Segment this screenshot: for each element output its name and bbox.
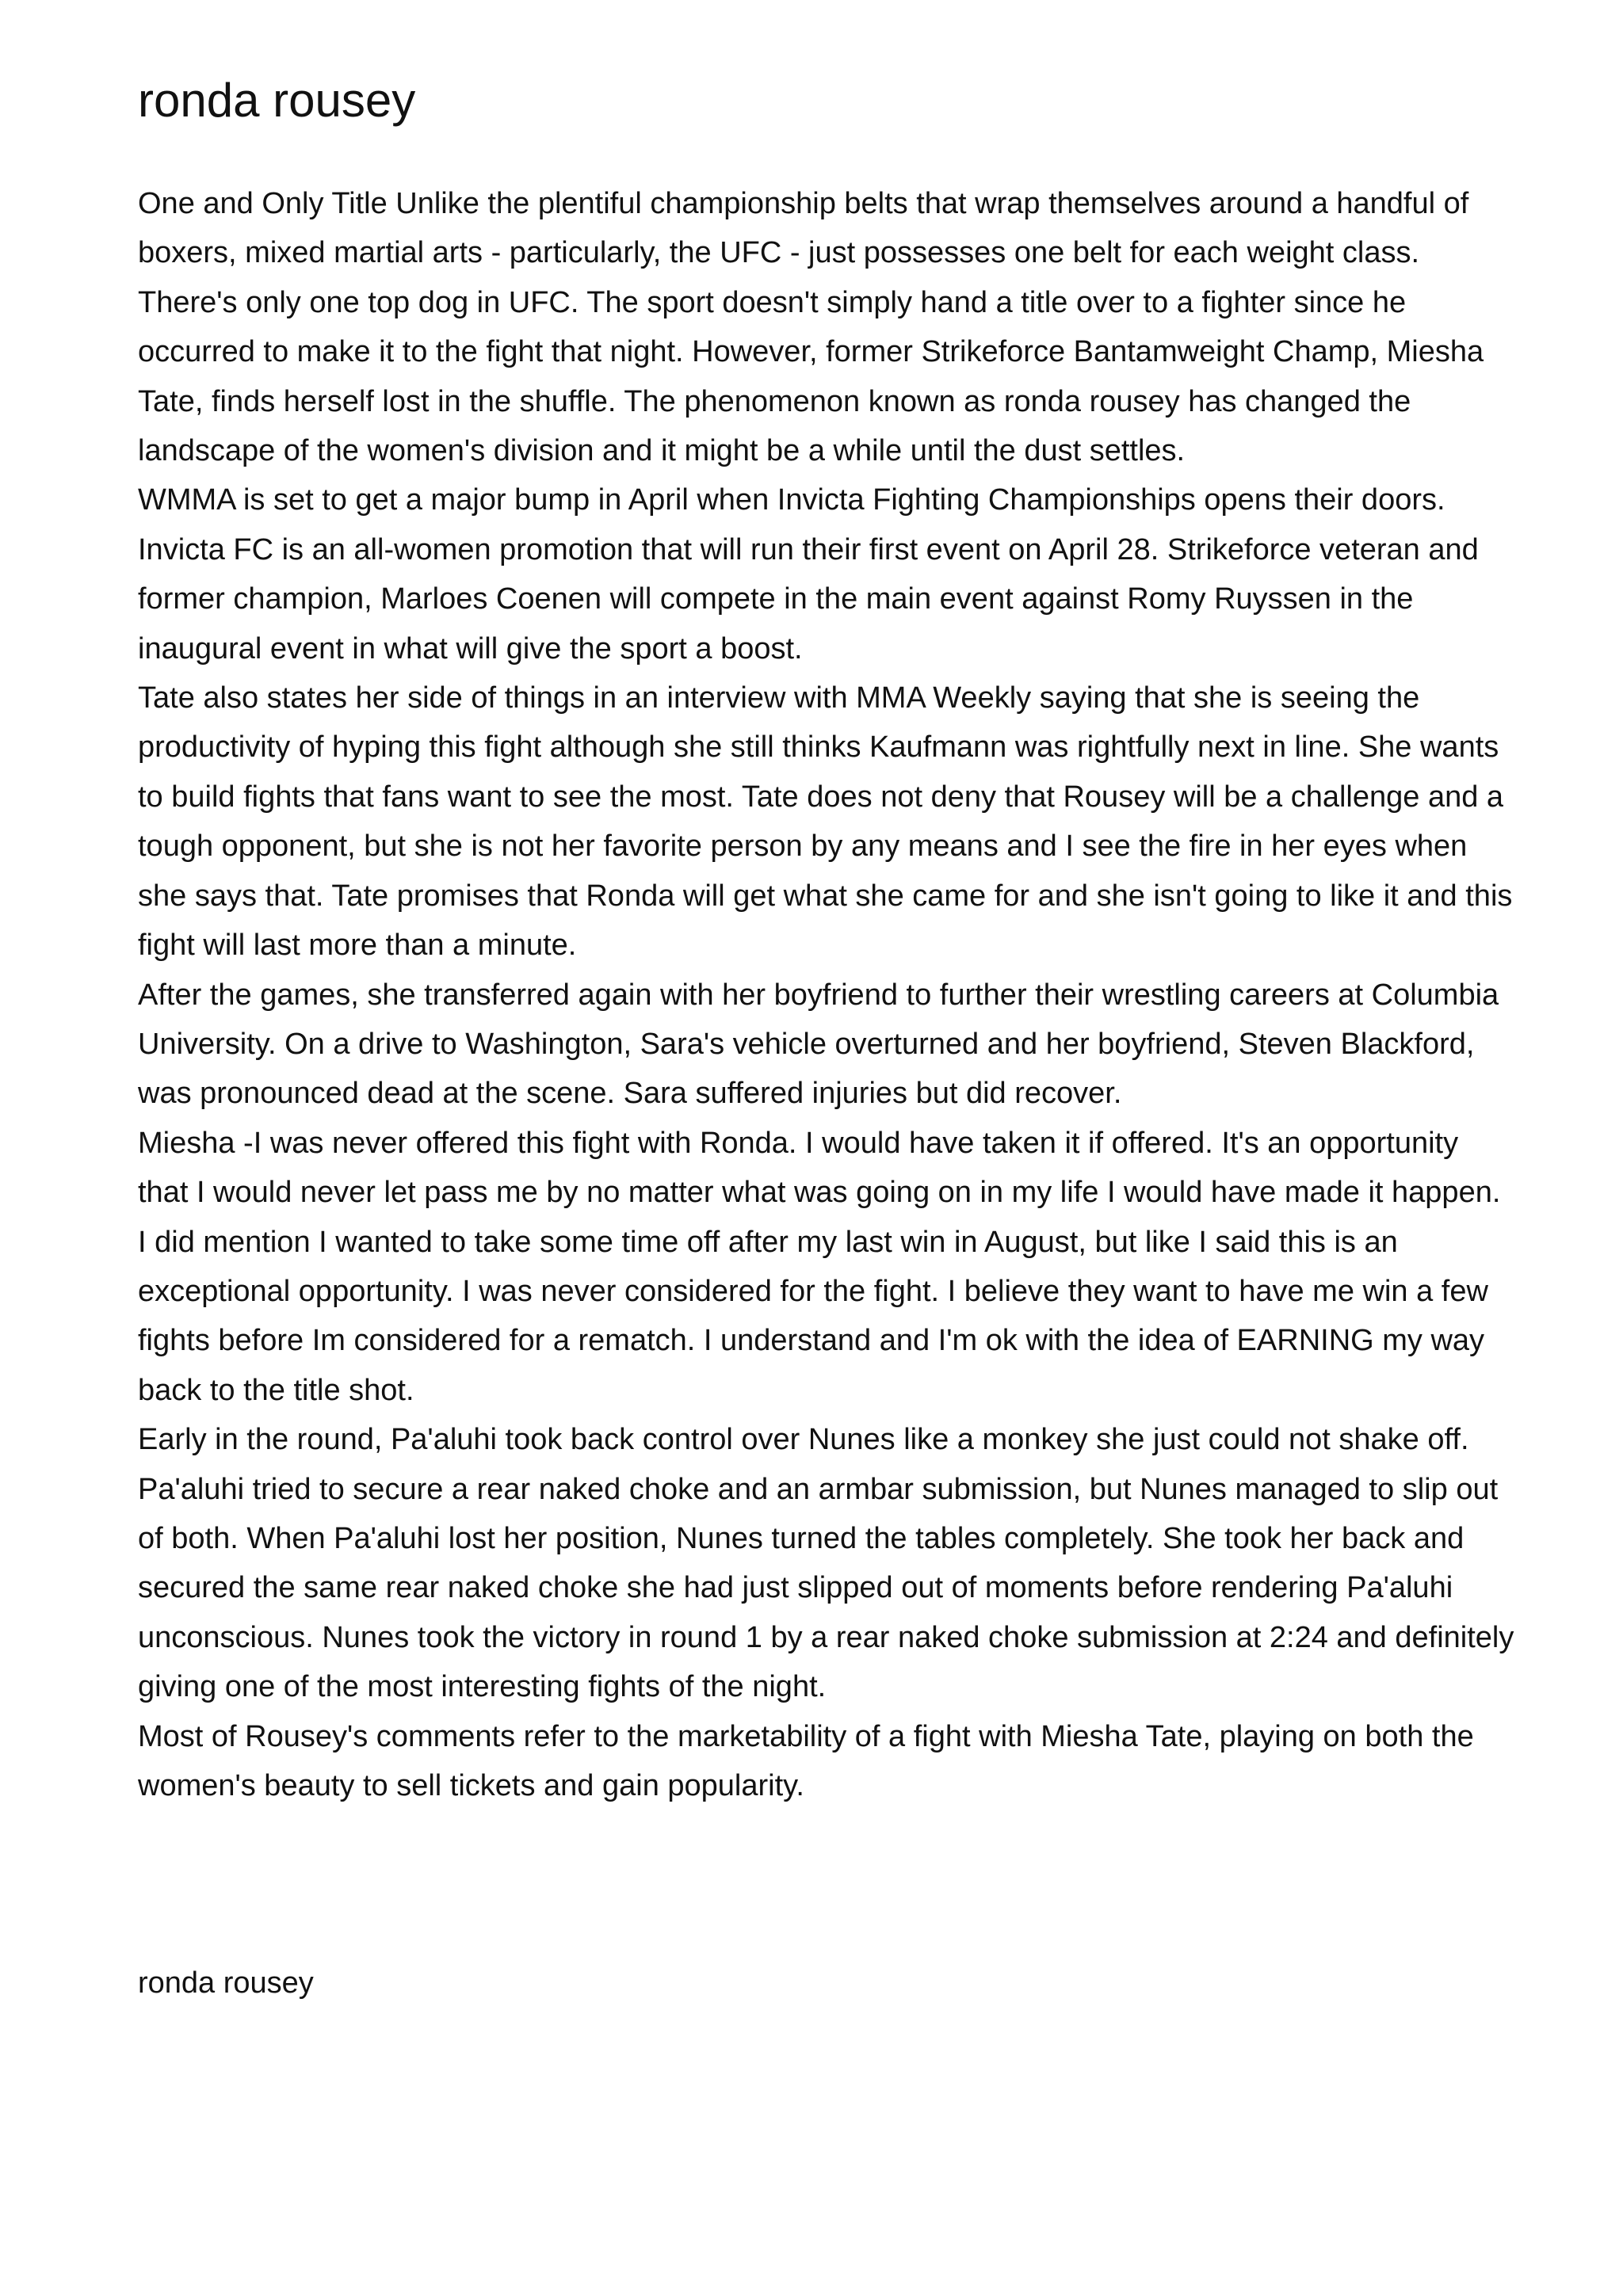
page-title: ronda rousey <box>138 74 416 127</box>
paragraph-sara: After the games, she transferred again with her boyfriend to further their wrestling careers at Columbia University. On a drive to Washington, Sara's vehicle overturned and her boyfriend, Steven Blackford, was pronounced dead at the scene. Sara suffered injuries but did recover. <box>138 978 1499 1111</box>
article-body <box>138 179 1517 1810</box>
paragraph-tate-interview: Tate also states her side of things in an interview with MMA Weekly saying that she is seeing the productivity of hyping this fight although she still thinks Kaufmann was rightfully next in line. She wants to build fights that fans want to see the most. Tate does not deny that Rousey will be a challenge and a tough opponent, but she is not her favorite person by any means and I see the fire in her eyes when she says that. Tate promises that Ronda will get what she came for and she isn't going to like it and this fight will last more than a minute. <box>138 681 1513 963</box>
paragraph-invicta: WMMA is set to get a major bump in April when Invicta Fighting Championships opens their doors. Invicta FC is an all-women promotion that will run their first event on April 28. Strikeforce veteran and former champion, Marloes Coenen will compete in the main event against Romy Ruyssen in the inaugural event in what will give the sport a boost. <box>138 483 1479 666</box>
footer-text: ronda rousey <box>138 1966 314 2000</box>
paragraph-nunes-fight: Early in the round, Pa'aluhi took back control over Nunes like a monkey she just could not shake off. Pa'aluhi tried to secure a rear naked choke and an armbar submission, but Nunes managed to slip out of both. When Pa'aluhi lost her position, Nunes turned the tables completely. She took her back and secured the same rear naked choke she had just slipped out of moments before rendering Pa'aluhi unconscious. Nunes took the victory in round 1 by a rear naked choke submission at 2:24 and definitely giving one of the most interesting fights of the night. <box>138 1423 1514 1704</box>
paragraph-rousey-comments: Most of Rousey's comments refer to the marketability of a fight with Miesha Tate, playing on both the women's beauty to sell tickets and gain popularity. <box>138 1719 1474 1802</box>
paragraph-miesha-quote: Miesha -I was never offered this fight with Ronda. I would have taken it if offered. It's an opportunity that I would never let pass me by no matter what was going on in my life I would have made it happen. I did mention I wanted to take some time off after my last win in August, but like I said this is an exceptional opportunity. I was never considered for the fight. I believe they want to have me win a few fights before Im considered for a rematch. I understand and I'm ok with the idea of EARNING my way back to the title shot. <box>138 1126 1501 1407</box>
paragraph-title-belt: One and Only Title Unlike the plentiful championship belts that wrap themselves around a handful of boxers, mixed martial arts - particularly, the UFC - just possesses one belt for each weight class. There's only one top dog in UFC. The sport doesn't simply hand a title over to a fighter since he occurred to make it to the fight that night. However, former Strikeforce Bantamweight Champ, Miesha Tate, finds herself lost in the shuffle. The phenomenon known as ronda rousey has changed the landscape of the women's division and it might be a while until the dust settles. <box>138 187 1484 468</box>
